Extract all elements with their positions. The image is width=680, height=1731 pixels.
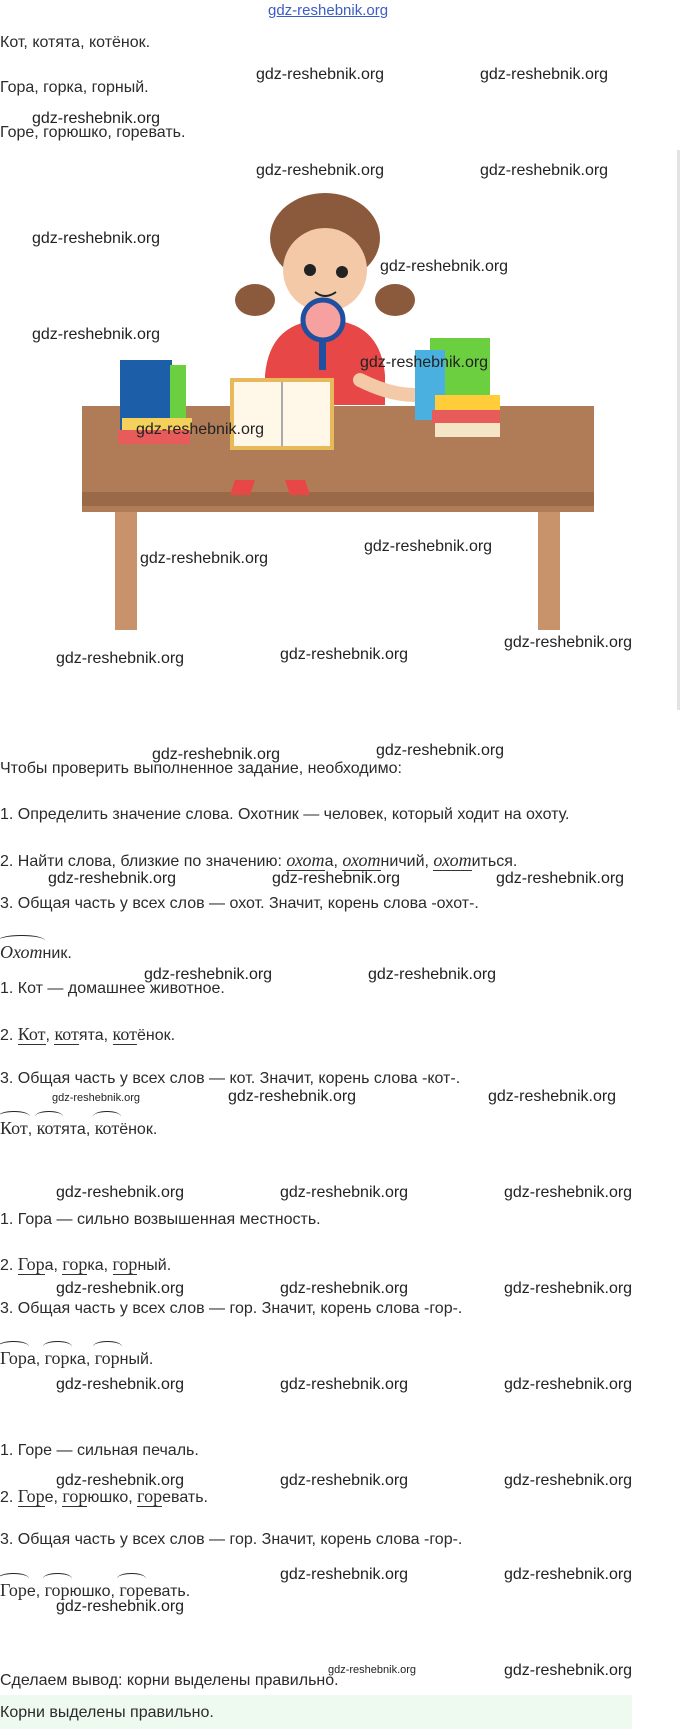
watermark: gdz-reshebnik.org bbox=[364, 538, 493, 555]
watermark: gdz-reshebnik.org bbox=[504, 1376, 633, 1393]
watermark: gdz-reshebnik.org bbox=[504, 1472, 633, 1489]
gore-step-2: 2. Горе, горюшко, горевать. bbox=[0, 1486, 208, 1506]
root-underlined: охот bbox=[286, 850, 325, 870]
watermark: gdz-reshebnik.org bbox=[504, 1280, 633, 1297]
watermark: gdz-reshebnik.org bbox=[376, 742, 505, 759]
watermark: gdz-reshebnik.org bbox=[360, 354, 489, 371]
check-heading: Чтобы проверить выполненное задание, необходимо: bbox=[0, 760, 402, 777]
girl-with-magnifier-illustration bbox=[60, 190, 610, 640]
watermark: gdz-reshebnik.org bbox=[504, 634, 633, 651]
watermark: gdz-reshebnik.org bbox=[32, 230, 161, 247]
watermark: gdz-reshebnik.org bbox=[280, 1566, 409, 1583]
watermark: gdz-reshebnik.org bbox=[56, 1376, 185, 1393]
kot-marked: Кот, котята, котёнок. bbox=[0, 1118, 158, 1138]
watermark: gdz-reshebnik.org bbox=[56, 1280, 185, 1297]
watermark: gdz-reshebnik.org bbox=[280, 1472, 409, 1489]
kot-step-3: 3. Общая часть у всех слов — кот. Значит, корень слова -кот-. bbox=[0, 1070, 461, 1087]
watermark: gdz-reshebnik.org bbox=[504, 1184, 633, 1201]
watermark: gdz-reshebnik.org bbox=[136, 421, 265, 438]
intro-line-3: Горе, горюшко, горевать. bbox=[0, 124, 186, 141]
watermark: gdz-reshebnik.org bbox=[56, 1184, 185, 1201]
root-arc: Охот bbox=[0, 942, 43, 962]
watermark-small: gdz-reshebnik.org bbox=[328, 1664, 417, 1676]
watermark: gdz-reshebnik.org bbox=[504, 1566, 633, 1583]
watermark: gdz-reshebnik.org bbox=[144, 966, 273, 983]
watermark: gdz-reshebnik.org bbox=[48, 870, 177, 887]
watermark: gdz-reshebnik.org bbox=[480, 66, 609, 83]
kot-step-1: 1. Кот — домашнее животное. bbox=[0, 980, 225, 997]
watermark: gdz-reshebnik.org bbox=[256, 66, 385, 83]
conclusion-text: Сделаем вывод: корни выделены правильно. bbox=[0, 1672, 339, 1689]
watermark: gdz-reshebnik.org bbox=[256, 162, 385, 179]
watermark: gdz-reshebnik.org bbox=[32, 110, 161, 127]
watermark: gdz-reshebnik.org bbox=[280, 1184, 409, 1201]
intro-line-2: Гора, горка, горный. bbox=[0, 79, 149, 96]
watermark: gdz-reshebnik.org bbox=[380, 258, 509, 275]
watermark-small: gdz-reshebnik.org bbox=[52, 1092, 141, 1104]
gore-step-1: 1. Горе — сильная печаль. bbox=[0, 1442, 199, 1459]
watermark: gdz-reshebnik.org bbox=[228, 1088, 357, 1105]
watermark: gdz-reshebnik.org bbox=[480, 162, 609, 179]
root-underlined: охот bbox=[342, 850, 381, 870]
watermark: gdz-reshebnik.org bbox=[140, 550, 269, 567]
watermark: gdz-reshebnik.org bbox=[488, 1088, 617, 1105]
watermark: gdz-reshebnik.org bbox=[272, 870, 401, 887]
watermark: gdz-reshebnik.org bbox=[280, 1280, 409, 1297]
watermark: gdz-reshebnik.org bbox=[56, 650, 185, 667]
gore-step-3: 3. Общая часть у всех слов — гор. Значит, корень слова -гор-. bbox=[0, 1531, 463, 1548]
gora-step-1: 1. Гора — сильно возвышенная местность. bbox=[0, 1211, 321, 1228]
check-step-1: 1. Определить значение слова. Охотник — человек, который ходит на охоту. bbox=[0, 806, 570, 823]
kot-step-2: 2. Кот, котята, котёнок. bbox=[0, 1024, 176, 1044]
watermark: gdz-reshebnik.org bbox=[56, 1472, 185, 1489]
answer-text: Корни выделены правильно. bbox=[0, 1704, 214, 1721]
watermark: gdz-reshebnik.org bbox=[496, 870, 625, 887]
gora-marked: Гора, горка, горный. bbox=[0, 1348, 154, 1368]
watermark: gdz-reshebnik.org bbox=[56, 1598, 185, 1615]
watermark: gdz-reshebnik.org bbox=[368, 966, 497, 983]
watermark: gdz-reshebnik.org bbox=[504, 1662, 633, 1679]
watermark: gdz-reshebnik.org bbox=[152, 746, 281, 763]
watermark-link[interactable]: gdz-reshebnik.org bbox=[268, 2, 389, 19]
root-underlined: охот bbox=[433, 850, 472, 870]
gora-step-2: 2. Гора, горка, горный. bbox=[0, 1254, 172, 1274]
watermark: gdz-reshebnik.org bbox=[280, 646, 409, 663]
watermark: gdz-reshebnik.org bbox=[32, 326, 161, 343]
gora-step-3: 3. Общая часть у всех слов — гор. Значит, корень слова -гор-. bbox=[0, 1300, 463, 1317]
check-step-2: 2. Найти слова, близкие по значению: охота, охотничий, охотиться. bbox=[0, 850, 518, 870]
marked-word-okhotnik: Охотник. bbox=[0, 942, 72, 962]
check-step-3: 3. Общая часть у всех слов — охот. Значит, корень слова -охот-. bbox=[0, 895, 479, 912]
watermark: gdz-reshebnik.org bbox=[280, 1376, 409, 1393]
intro-line-1: Кот, котята, котёнок. bbox=[0, 34, 151, 51]
gore-marked: Горе, горюшко, горевать. bbox=[0, 1580, 191, 1600]
